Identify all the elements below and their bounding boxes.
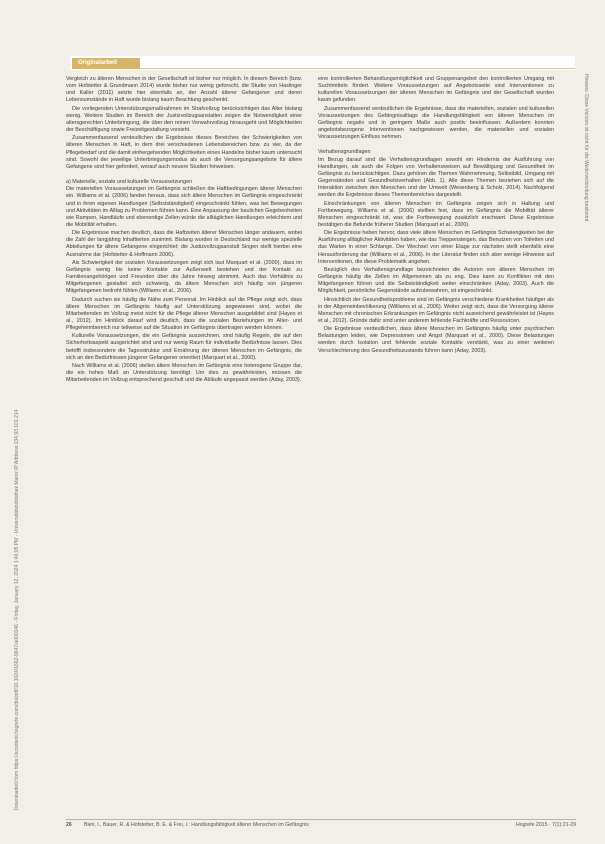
right-margin-note	[579, 74, 589, 334]
subheading: Verhaltensgrundlagen	[318, 149, 371, 156]
page-footer	[66, 822, 576, 832]
paragraph: Die Ergebnisse heben hervor, dass viele ältere Menschen im Gefängnis Schwierigkeiten bei der Ausführung alltäglicher Aktivitäten haben, wie das Treppensteigen, das Benutzen von Toiletten und das Warten in einer Schlange. Der Wechsel von einer Etage zur nächsten stellt ebenfalls eine Herausforderung dar (Williams et al., 2006). In der Literatur finden sich aber wenige Hinweise auf Interventionen, die diese Problematik angehen.	[318, 230, 554, 265]
paragraph: Kulturelle Voraussetzungen, die ein Gefängnis auszeichnen, sind häufig Regeln, die auf den Sicherheitsaspekt ausgerichtet sind und nur wenig Raum für individuelle Bedürfnisse lassen. Dies betrifft insbesondere die Tagesstruktur und Ernährung der älteren Menschen im Gefängnis, die sich an den Bedürfnissen jüngerer Gefangener orientiert (Marquart et al., 2000).	[66, 333, 302, 361]
paragraph: Die vorliegenden Unterstützungsmaßnahmen im Strafvollzug berücksichtigen das Alter bislang wenig. Weitere Studien im Bereich der Justizvollzugsanstalten zeigen die Notwendigkeit einer altersgerechten Unterbringung, die über den reinen Verwahrvollzug hinausgeht und Möglichkeiten der Beschäftigung sowie Freizeitgestaltung vorsieht.	[66, 105, 302, 134]
left-margin-text: Downloaded from https://econtent.hogrefe.com/doi/pdf/10.1024/1662-9647/a000146 - Friday, January 12, 2024 1:46:05 PM - Universitätsbibliothek Mainz IP Address:134.93.101.214	[14, 409, 20, 810]
subheading: a) Materielle, soziale und kulturelle Voraussetzungen	[66, 179, 193, 186]
paragraph: Vergleich zu älteren Menschen in der Gesellschaft ist bisher nur möglich. In diesem Bereich (bzw. vom Hofstetter & Grundmann 2014) wurde bisher nur wenig geforscht, die Studie von Haslinger und Kaller (2011) setzte hier ebenfalls an, der Anzahl älterer Gefangener und deren Lebensumstände in Haft wurde bislang kaum Beachtung geschenkt.	[66, 76, 302, 104]
paragraph: Zusammenfassend verdeutlichen die Ergebnisse, dass die materiellen, sozialen und kulturellen Voraussetzungen des Gefängnisalltags die Handlungsfähigkeit von älteren Menschen im Gefängnis negativ und in geringem Maße auch positiv beeinflussen. Außerdem konnten angebotsbezogene Interventionen nachgewiesen werden, die materiellen und sozialen Voraussetzungen Einfluss nehmen.	[318, 105, 554, 141]
paragraph: Zusammenfassend verdeutlichen die Ergebnisse dieses Bereiches der Schwierigkeiten von älteren Menschen in Haft, in dem drei verschiedenen Lebensbereichen bzw. zu vier, da der Pflegebedarf und die damit einhergehenden Möglichkeiten eines Handelns bisher kaum untersucht sind. Sowohl der jeweilige Unterbringungsmodus als auch die Versorgungsangebote für ältere Gefangene sind hier gefordert, worauf auch neuere Studien hinweisen.	[66, 135, 302, 170]
paragraph: Die materiellen Voraussetzungen im Gefängnis schließen die Haftbedingungen älterer Menschen ein. Williams et al. (2006) fanden heraus, dass sich ältere Menschen im Gefängnis eingeschränkt und in ihren eigenen Handlungen (Selbstständigkeit) eingeschränkt fühlen, was bei Bewegungen und Aktivitäten im Alltag zu Problemen führen kann. Eine Anpassung der baulichen Gegebenheiten wie Rampen, Handläufe und ebenerdige Zellen würde die alltäglichen Handlungen erleichtern und die Mobilität erhalten.	[66, 186, 302, 228]
footer-journal: Hogrefe 2015 · 7(1):21-29	[516, 822, 576, 828]
paragraph: Die Ergebnisse machen deutlich, dass die Haftzeiten älterer Menschen länger andauern, wobei die Zahl der langjährig Inhaftierten zunimmt. Bislang wurden in Deutschland nur wenige spezielle Abteilungen für ältere Gefangene eingerichtet; die Justizvollzugsanstalt Singen stellt hierbei eine Ausnahme dar (Hofstetter & Hoffmann 2006).	[66, 230, 302, 258]
paragraph: Als Schwierigkeit der sozialen Voraussetzungen zeigt sich laut Marquart et al. (2000), dass im Gefängnis wenig bis keine Kontakte zur Außenwelt bestehen und der Kontakt zu Familienangehörigen und Freunden über die Jahre hinweg abnimmt. Auch das Verhältnis zu Mitgefangenen gestaltet sich schwierig, da ältere Menschen sich häufig von jüngeren Mitgefangenen bedroht fühlen (Williams et al., 2006).	[66, 259, 302, 295]
paragraph: Bezüglich des Verhaltensgrundlage bezeichneten die Autoren von älteren Menschen im Gefängnis häufig die Zellen im Allgemeinen als zu eng. Dies kann zu Konflikten mit den Mitgefangenen führen und die Selbstständigkeit weiter einschränken (Aday, 2003). Auch die Möglichkeit, persönliche Gegenstände aufzubewahren, ist eingeschränkt.	[318, 266, 554, 295]
paragraph: Dadurch suchen sie häufig die Nähe zum Personal. Im Hinblick auf die Pflege zeigt sich, dass ältere Menschen im Gefängnis häufig auf Unterstützung angewiesen sind, wobei die Mitarbeitenden im Vollzug meist nicht für die Pflege älterer Menschen ausgebildet sind (Hayes et al., 2012). Im Hinblick darauf wird deutlich, dass die sozialen Beziehungen im Alter- und Pflegeheimbereich nur teilweise auf die Situation im Gefängnis übertragen werden können.	[66, 296, 302, 332]
right-margin-text: Hinweis: Diese Version ist nicht für die Weiterverbreitung bestimmt	[583, 74, 589, 222]
page-number: 26	[66, 822, 72, 828]
paragraph: Im Bezug darauf sind die Verhaltensgrundlagen sowohl ein Hindernis der Ausführung von Handlungen, als auch die Folgen von Verhaltensweisen auf Bewältigung und Gesundheit im Gefängnis zu berücksichtigen. Dazu gehören die Themen Wahrnehmung, Selbstbild, Umgang mit Gegenständen und Gesundheitsverhalten (Abb. 1). Alle diese Themen beziehen sich auf die Interaktion zwischen den Menschen und der Umwelt (Wesenberg & Scholz, 2014). Nachfolgend werden die Ergebnisse dieses Themenbereiches dargestellt.	[318, 156, 554, 199]
footer-citation: Bieri, I., Bauer, R. & Hofstetter, B. E. & Frei, I.: Handlungsfähigkeit älterer Menschen im Gefängnis	[84, 822, 309, 828]
left-column	[66, 76, 302, 385]
left-margin-note	[14, 90, 24, 810]
paragraph: Nach Williams et al. (2006) stellen ältere Menschen im Gefängnis eine heterogene Gruppe dar, die ein hohes Maß an Unterstützung benötigt. Um dies zu gewährleisten, müssen die Mitarbeitenden im Vollzug entsprechend geschult und die Abläufe angepasst werden (Aday, 2003).	[66, 362, 302, 384]
paragraph: Hinsichtlich der Gesundheitsprobleme sind im Gefängnis verschiedene Krankheiten häufiger als in der Allgemeinbevölkerung (Williams et al., 2006). Weiter zeigt sich, dass die Versorgung älterer Menschen mit chronischen Erkrankungen im Gefängnis nicht ausreichend gewährleistet ist (Hayes et al., 2012). Gründe dafür sind unter anderem fehlende Fachkräfte und Ressourcen.	[318, 296, 554, 324]
header-rule	[140, 68, 575, 69]
paragraph: Die Ergebnisse verdeutlichen, dass ältere Menschen im Gefängnis häufig unter psychischen Belastungen leiden, wie Depressionen und Angst (Marquart et al., 2000). Diese Belastungen werden durch Isolation und fehlende soziale Kontakte verstärkt, was zu einer weiteren Verschlechterung des Gesundheitszustands führen kann (Aday, 2003).	[318, 326, 554, 354]
right-column	[318, 76, 554, 356]
paragraph: Einschränkungen von älteren Menschen im Gefängnis zeigen sich in Haltung und Fortbewegung. Williams et al. (2006) stellten fest, dass im Gefängnis die Mobilität älterer Menschen eingeschränkt ist, was die Fortbewegung zusätzlich erschwert. Diese Ergebnisse bestätigen die Befunde früherer Studien (Marquart et al., 2000).	[318, 200, 554, 228]
footer-rule	[66, 819, 576, 820]
paragraph: eine kontrollierten Behandlungsmöglichkeit und Gruppenangebot den kontrollierten Umgang mit Suchtmitteln fördert. Weitere Voraussetzungen auf Angebotsseite sind Interventionen zu kulturellen Voraussetzungen der älteren Menschen im Gefängnis und der Gesellschaft wurden kaum gefunden.	[318, 76, 554, 104]
section-tag: Originalarbeit	[72, 58, 140, 69]
